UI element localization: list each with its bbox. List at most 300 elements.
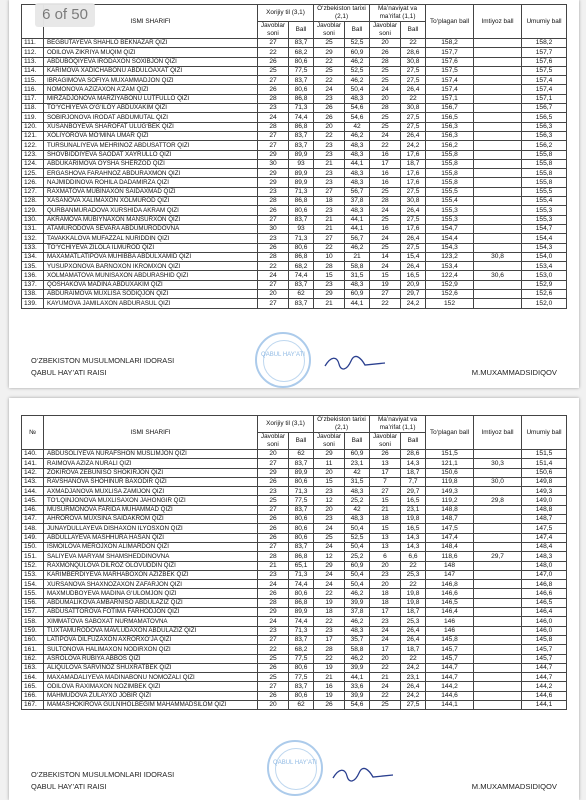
foreign-score: 80,6: [289, 524, 314, 533]
row-number: 153.: [22, 570, 44, 579]
table-row: [22, 542, 567, 551]
table-row: [22, 691, 567, 700]
stamp-text: QABUL HAY’ATI: [273, 760, 317, 766]
row-number: 161.: [22, 645, 44, 654]
spiritual-score: 14,3: [401, 542, 426, 551]
history-score: 44,1: [345, 215, 370, 224]
privilege-score: [474, 542, 522, 551]
spiritual-answers: 22: [370, 663, 401, 672]
table-row: [22, 673, 567, 682]
student-name: QOSHAKOVA MADINA ABDUXAKIM QIZI: [44, 280, 258, 289]
foreign-score: 80,6: [289, 477, 314, 486]
col-header-overall: Umumiy ball: [522, 5, 567, 39]
overall-score: 157,6: [522, 57, 567, 66]
total-score: 147,5: [426, 524, 474, 533]
table-row: [22, 645, 567, 654]
history-score: 52,5: [345, 66, 370, 75]
history-score: 25,2: [345, 552, 370, 561]
total-score: 155,8: [426, 150, 474, 159]
table-row: [22, 66, 567, 75]
total-score: 157,6: [426, 57, 474, 66]
total-score: 155,3: [426, 215, 474, 224]
history-score: 35,7: [345, 635, 370, 644]
foreign-score: 83,7: [289, 131, 314, 140]
foreign-answers: 27: [258, 76, 289, 85]
foreign-score: 86,8: [289, 552, 314, 561]
table-row: [22, 178, 567, 187]
total-score: 119,8: [426, 477, 474, 486]
student-name: RAXMONQULOVA DILROZ OLOVUDDIN QIZI: [44, 561, 258, 570]
foreign-score: 71,3: [289, 570, 314, 579]
overall-score: 144,1: [522, 701, 567, 710]
table-row: [22, 552, 567, 561]
spiritual-answers: 25: [370, 701, 401, 710]
history-answers: 15: [314, 477, 345, 486]
privilege-score: [474, 299, 522, 308]
history-answers: 26: [314, 104, 345, 113]
privilege-score: 29,8: [474, 496, 522, 505]
table-row: [22, 561, 567, 570]
history-answers: 26: [314, 701, 345, 710]
foreign-score: 80,6: [289, 57, 314, 66]
foreign-answers: 23: [258, 487, 289, 496]
history-answers: 21: [314, 215, 345, 224]
table-row: [22, 113, 567, 122]
spiritual-answers: 28: [370, 104, 401, 113]
history-answers: 22: [314, 76, 345, 85]
overall-score: 149,0: [522, 496, 567, 505]
foreign-answers: 29: [258, 178, 289, 187]
spiritual-answers: 23: [370, 617, 401, 626]
student-name: SHOVBIDDIYEVA SAODAT XAYRULLO QIZI: [44, 150, 258, 159]
spiritual-answers: 22: [370, 141, 401, 150]
spiritual-answers: 17: [370, 159, 401, 168]
total-score: 157,1: [426, 94, 474, 103]
student-name: ABDULLAYEVA MASHHURA HASAN QIZI: [44, 533, 258, 542]
foreign-answers: 20: [258, 290, 289, 299]
history-answers: 19: [314, 663, 345, 672]
student-name: ABDUSATTOROVA FOTIMA FARHODJON QIZI: [44, 608, 258, 617]
history-answers: 23: [314, 280, 345, 289]
row-number: 122.: [22, 141, 44, 150]
foreign-score: 71,3: [289, 626, 314, 635]
spiritual-answers: 20: [370, 94, 401, 103]
student-name: TO‘YCHIYEVA O‘G‘ILOY ABDUXAKIM QIZI: [44, 104, 258, 113]
row-number: 165.: [22, 682, 44, 691]
spiritual-score: 18,7: [401, 159, 426, 168]
history-answers: 25: [314, 533, 345, 542]
privilege-score: [474, 580, 522, 589]
sub-header-score: Ball: [289, 22, 314, 39]
history-answers: 29: [314, 290, 345, 299]
spiritual-score: 22: [401, 561, 426, 570]
spiritual-answers: 13: [370, 459, 401, 468]
history-score: 39,9: [345, 691, 370, 700]
total-score: 151,5: [426, 450, 474, 459]
total-score: 122,4: [426, 271, 474, 280]
spiritual-score: 24,2: [401, 141, 426, 150]
foreign-score: 62: [289, 450, 314, 459]
foreign-score: 89,9: [289, 150, 314, 159]
total-score: 158,2: [426, 39, 474, 48]
privilege-score: [474, 645, 522, 654]
student-name: SULTONOVA HALIMAXON NODIRXON QIZI: [44, 645, 258, 654]
results-table-2: [21, 415, 567, 710]
spiritual-answers: 25: [370, 187, 401, 196]
page-indicator-badge: 6 of 50: [35, 3, 95, 27]
row-number: 139.: [22, 299, 44, 308]
privilege-score: 30,8: [474, 252, 522, 261]
student-name: RAVSHANOVA SHOHINUR BAXODIR QIZI: [44, 477, 258, 486]
foreign-answers: 26: [258, 663, 289, 672]
privilege-score: [474, 113, 522, 122]
overall-score: 150,6: [522, 468, 567, 477]
foreign-answers: 29: [258, 169, 289, 178]
student-name: TO‘YCHIYEVA ZILOLA ILMUROD QIZI: [44, 243, 258, 252]
row-number: 138.: [22, 290, 44, 299]
overall-score: 156,5: [522, 113, 567, 122]
table-row: [22, 39, 567, 48]
table-row: [22, 187, 567, 196]
history-answers: 17: [314, 635, 345, 644]
spiritual-score: 27,5: [401, 113, 426, 122]
foreign-score: 86,8: [289, 598, 314, 607]
foreign-answers: 23: [258, 570, 289, 579]
col-header-spiritual: Ma’naviyat va ma’rifat (1,1): [370, 416, 426, 433]
history-score: 42: [345, 505, 370, 514]
student-name: AHROROVA MUXSINA SAIDAKROM QIZI: [44, 515, 258, 524]
spiritual-answers: 13: [370, 542, 401, 551]
overall-score: 154,3: [522, 243, 567, 252]
spiritual-score: 27,5: [401, 66, 426, 75]
spiritual-score: 24,2: [401, 691, 426, 700]
overall-score: 151,4: [522, 459, 567, 468]
student-name: ZOKIROVA ZEBUNISO SHOKIRJON QIZI: [44, 468, 258, 477]
spiritual-score: 27,5: [401, 701, 426, 710]
spiritual-answers: 14: [370, 252, 401, 261]
foreign-answers: 23: [258, 187, 289, 196]
foreign-score: 80,6: [289, 85, 314, 94]
results-table-1: [21, 4, 567, 309]
student-name: ABDURAIMOVA MUXLISA SODIQJON QIZI: [44, 290, 258, 299]
overall-score: 152,9: [522, 280, 567, 289]
spiritual-answers: 6: [370, 552, 401, 561]
overall-score: 157,4: [522, 85, 567, 94]
student-name: XASANOVA XALIMAXON XOLMUROD QIZI: [44, 197, 258, 206]
row-number: 144.: [22, 487, 44, 496]
col-header-total: To‘plagan ball: [426, 416, 474, 450]
history-answers: 15: [314, 271, 345, 280]
history-answers: 21: [314, 673, 345, 682]
foreign-score: 71,3: [289, 234, 314, 243]
footer-position: QABUL HAY’ATI RAISI: [31, 368, 107, 377]
student-name: ALIQULOVA SARVINOZ SHUXRATBEK QIZI: [44, 663, 258, 672]
spiritual-score: 30,8: [401, 104, 426, 113]
student-name: ABDUBOQIYEVA IRODAXON SOXIBJON QIZI: [44, 57, 258, 66]
history-answers: 18: [314, 608, 345, 617]
total-score: 154,3: [426, 243, 474, 252]
foreign-score: 74,4: [289, 617, 314, 626]
table-row: [22, 122, 567, 131]
privilege-score: [474, 487, 522, 496]
history-answers: 21: [314, 299, 345, 308]
row-number: 132.: [22, 234, 44, 243]
foreign-answers: 29: [258, 468, 289, 477]
student-name: MAXAMADALIYEVA MADINABONU NOMOZALI QIZI: [44, 673, 258, 682]
foreign-score: 93: [289, 159, 314, 168]
history-score: 46,2: [345, 617, 370, 626]
foreign-answers: 27: [258, 215, 289, 224]
privilege-score: [474, 262, 522, 271]
spiritual-answers: 25: [370, 76, 401, 85]
table-row: [22, 299, 567, 308]
row-number: 148.: [22, 524, 44, 533]
foreign-answers: 28: [258, 94, 289, 103]
overall-score: 144,2: [522, 682, 567, 691]
history-answers: 26: [314, 113, 345, 122]
overall-score: 156,3: [522, 131, 567, 140]
row-number: 115.: [22, 76, 44, 85]
spiritual-score: 18,7: [401, 608, 426, 617]
student-name: QURBANMURADOVA XURSHIDA AKRAM QIZI: [44, 206, 258, 215]
spiritual-answers: 17: [370, 608, 401, 617]
foreign-answers: 25: [258, 673, 289, 682]
history-score: 54,6: [345, 104, 370, 113]
foreign-score: 83,7: [289, 682, 314, 691]
spiritual-score: 22: [401, 580, 426, 589]
history-answers: 19: [314, 598, 345, 607]
col-header-overall: Umumiy ball: [522, 416, 567, 450]
row-number: 143.: [22, 477, 44, 486]
total-score: 156,3: [426, 131, 474, 140]
foreign-score: 74,4: [289, 271, 314, 280]
spiritual-answers: 24: [370, 206, 401, 215]
total-score: 153,4: [426, 262, 474, 271]
table-row: [22, 682, 567, 691]
foreign-answers: 27: [258, 542, 289, 551]
privilege-score: [474, 589, 522, 598]
table-row: [22, 141, 567, 150]
privilege-score: [474, 682, 522, 691]
student-name: XURSANOVA SHAXNOZAXON ZAFARJON QIZI: [44, 580, 258, 589]
privilege-score: [474, 505, 522, 514]
privilege-score: [474, 206, 522, 215]
spiritual-answers: 24: [370, 626, 401, 635]
history-score: 52,5: [345, 39, 370, 48]
spiritual-answers: 23: [370, 570, 401, 579]
spiritual-answers: 26: [370, 450, 401, 459]
overall-score: 157,7: [522, 48, 567, 57]
table-row: [22, 654, 567, 663]
student-name: NAJMIDDINOVA ROHILA DADAMIRZA QIZI: [44, 178, 258, 187]
privilege-score: [474, 159, 522, 168]
overall-score: 148,8: [522, 505, 567, 514]
history-score: 54,6: [345, 701, 370, 710]
spiritual-score: 27,5: [401, 122, 426, 131]
foreign-score: 77,5: [289, 496, 314, 505]
total-score: 148,7: [426, 515, 474, 524]
overall-score: 146,6: [522, 589, 567, 598]
history-answers: 22: [314, 57, 345, 66]
foreign-answers: 23: [258, 234, 289, 243]
table-row: [22, 617, 567, 626]
total-score: 157,4: [426, 85, 474, 94]
foreign-score: 89,9: [289, 169, 314, 178]
foreign-answers: 27: [258, 280, 289, 289]
privilege-score: [474, 524, 522, 533]
history-score: 31,5: [345, 271, 370, 280]
history-score: 50,4: [345, 524, 370, 533]
spiritual-score: 26,4: [401, 131, 426, 140]
spiritual-score: 17,6: [401, 169, 426, 178]
spiritual-answers: 25: [370, 243, 401, 252]
history-answers: 23: [314, 169, 345, 178]
spiritual-score: 29,7: [401, 487, 426, 496]
foreign-score: 80,6: [289, 663, 314, 672]
overall-score: 155,8: [522, 169, 567, 178]
total-score: 152,9: [426, 280, 474, 289]
footer-signatory: M.MUXAMMADSIDIQOV: [471, 368, 557, 377]
overall-score: 158,2: [522, 39, 567, 48]
spiritual-answers: 27: [370, 290, 401, 299]
row-number: 134.: [22, 252, 44, 261]
overall-score: 155,8: [522, 178, 567, 187]
total-score: 157,5: [426, 66, 474, 75]
sub-header-score: Ball: [345, 22, 370, 39]
spiritual-answers: 28: [370, 57, 401, 66]
overall-score: 152,0: [522, 299, 567, 308]
table-row: [22, 252, 567, 261]
table-row: [22, 608, 567, 617]
student-name: XOLIYOROVA MO‘MINA UMAR QIZI: [44, 131, 258, 140]
history-score: 46,2: [345, 243, 370, 252]
table-row: [22, 505, 567, 514]
history-answers: 21: [314, 224, 345, 233]
total-score: 155,3: [426, 206, 474, 215]
row-number: 129.: [22, 206, 44, 215]
overall-score: 144,7: [522, 663, 567, 672]
spiritual-score: 23,1: [401, 505, 426, 514]
foreign-score: 86,8: [289, 252, 314, 261]
overall-score: 146,8: [522, 580, 567, 589]
overall-score: 157,4: [522, 76, 567, 85]
foreign-answers: 21: [258, 561, 289, 570]
spiritual-answers: 16: [370, 150, 401, 159]
privilege-score: [474, 122, 522, 131]
official-stamp: [255, 332, 311, 388]
overall-score: 157,1: [522, 94, 567, 103]
spiritual-score: 26,4: [401, 682, 426, 691]
foreign-answers: 28: [258, 122, 289, 131]
history-answers: 29: [314, 48, 345, 57]
student-name: NOMONOVA AZIZAXON A’ZAM QIZI: [44, 85, 258, 94]
spiritual-score: 19,8: [401, 598, 426, 607]
table-row: [22, 48, 567, 57]
spiritual-score: 27,5: [401, 187, 426, 196]
spiritual-score: 28,6: [401, 48, 426, 57]
overall-score: 153,0: [522, 271, 567, 280]
student-name: XOLMAMATOVA MUNISAXON ABDURASHID QIZI: [44, 271, 258, 280]
spiritual-score: 16,5: [401, 496, 426, 505]
history-answers: 20: [314, 505, 345, 514]
foreign-score: 71,3: [289, 487, 314, 496]
table-row: [22, 580, 567, 589]
privilege-score: 29,7: [474, 552, 522, 561]
foreign-answers: 30: [258, 224, 289, 233]
overall-score: 147,4: [522, 533, 567, 542]
spiritual-score: 29,7: [401, 290, 426, 299]
col-header-number: №: [22, 416, 44, 450]
history-score: 50,4: [345, 570, 370, 579]
spiritual-score: 22: [401, 39, 426, 48]
foreign-answers: 25: [258, 654, 289, 663]
student-name: KAYUMOVA JAMILAXON ABDURASUL QIZI: [44, 299, 258, 308]
foreign-answers: 20: [258, 450, 289, 459]
history-score: 58,8: [345, 262, 370, 271]
row-number: 159.: [22, 626, 44, 635]
overall-score: 149,8: [522, 477, 567, 486]
foreign-answers: 26: [258, 524, 289, 533]
row-number: 151.: [22, 552, 44, 561]
stamp-inner-ring: [263, 340, 305, 382]
history-score: 54,6: [345, 113, 370, 122]
history-answers: 27: [314, 187, 345, 196]
total-score: 155,4: [426, 197, 474, 206]
footer-organization: O‘ZBEKISTON MUSULMONLARI IDORASI: [31, 356, 175, 365]
foreign-score: 83,7: [289, 299, 314, 308]
col-header-history: O‘zbekiston tarixi (2,1): [314, 416, 370, 433]
total-score: 144,6: [426, 691, 474, 700]
total-score: 144,1: [426, 701, 474, 710]
spiritual-answers: 22: [370, 299, 401, 308]
sub-header-answers: Javoblar soni: [258, 433, 289, 450]
history-answers: 23: [314, 94, 345, 103]
row-number: 150.: [22, 542, 44, 551]
table-row: [22, 635, 567, 644]
student-name: IBRAGIMOVA SOFIYA MUXAMMADJON QIZI: [44, 76, 258, 85]
total-score: 154,4: [426, 234, 474, 243]
privilege-score: [474, 48, 522, 57]
foreign-score: 86,8: [289, 94, 314, 103]
foreign-score: 83,7: [289, 635, 314, 644]
total-score: 154,7: [426, 224, 474, 233]
table-row: [22, 57, 567, 66]
overall-score: 154,0: [522, 252, 567, 261]
spiritual-score: 26,4: [401, 635, 426, 644]
total-score: 156,7: [426, 104, 474, 113]
spiritual-score: 7,7: [401, 477, 426, 486]
foreign-answers: 25: [258, 66, 289, 75]
total-score: 156,2: [426, 141, 474, 150]
foreign-answers: 26: [258, 57, 289, 66]
total-score: 146,6: [426, 589, 474, 598]
student-name: BEGBUTAYEVA SHAHLO BEKNAZAR QIZI: [44, 39, 258, 48]
foreign-answers: 28: [258, 197, 289, 206]
foreign-answers: 24: [258, 113, 289, 122]
foreign-answers: 28: [258, 252, 289, 261]
spiritual-answers: 20: [370, 580, 401, 589]
table-row: [22, 85, 567, 94]
student-name: ODILOVA ZIKRIYA MUQIM QIZI: [44, 48, 258, 57]
row-number: 126.: [22, 178, 44, 187]
row-number: 135.: [22, 262, 44, 271]
overall-score: 146,5: [522, 598, 567, 607]
history-score: 48,3: [345, 280, 370, 289]
privilege-score: [474, 654, 522, 663]
history-score: 44,1: [345, 673, 370, 682]
foreign-score: 77,5: [289, 673, 314, 682]
foreign-answers: 26: [258, 243, 289, 252]
